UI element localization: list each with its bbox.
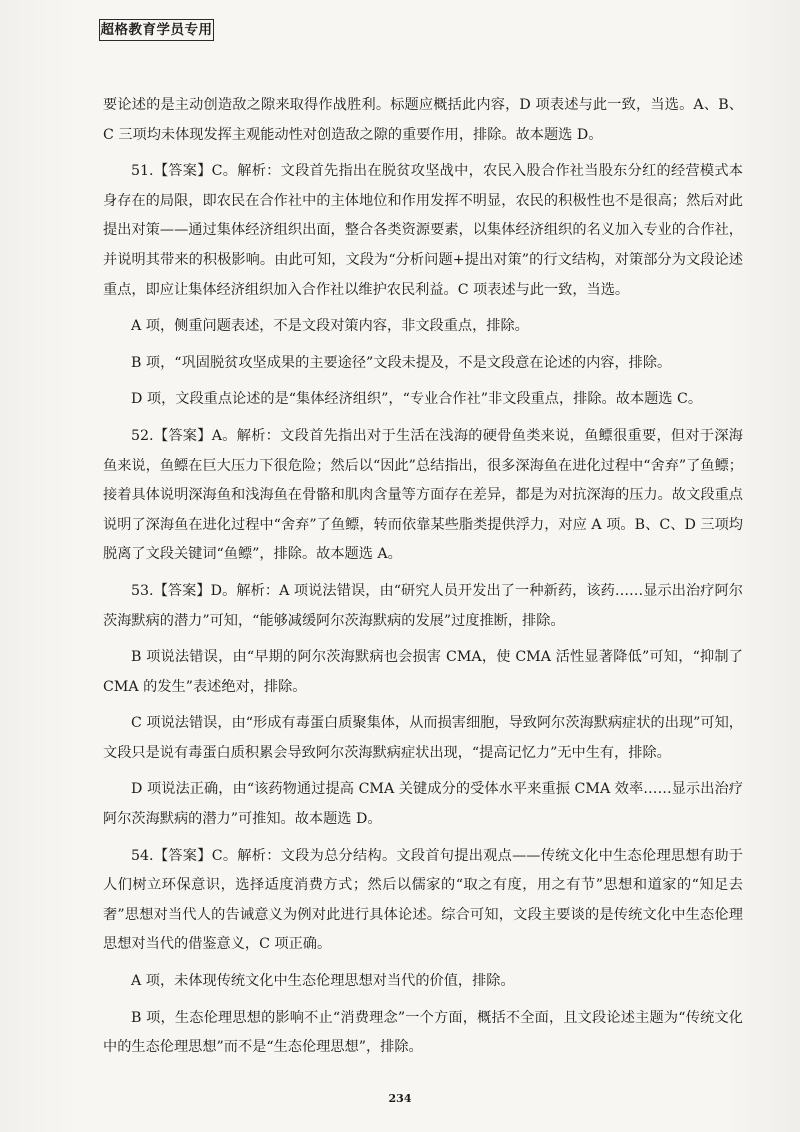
paragraph: 要论述的是主动创造敌之隙来取得作战胜利。标题应概括此内容，D 项表述与此一致，当选。A、B、C 三项均未体现发挥主观能动性对创造敌之隙的重要作用，排除。故本题选 D。 — [103, 97, 743, 143]
paragraph: 51.【答案】C。解析：文段首先指出在脱贫攻坚战中，农民入股合作社当股东分红的经营模式本身存在的局限，即农民在合作社中的主体地位和作用发挥不明显，农民的积极性也不是很高；然后对此提出对策——通过集体经济组织出面，整合各类资源要素，以集体经济组织的名义加入专业的合作社，并说明其带来的积极影响。由此可知，文段为“分析问题+提出对策”的行文结构，对策部分为文段论述重点，即应让集体经济组织加入合作社以维护农民利益。C 项表述与此一致，当选。 — [103, 163, 743, 298]
paragraph: C 项说法错误，由“形成有毒蛋白质聚集体，从而损害细胞，导致阿尔茨海默病症状的出现”可知，文段只是说有毒蛋白质积累会导致阿尔茨海默病症状出现，“提高记忆力”无中生有，排除。 — [103, 715, 743, 761]
paragraph: B 项说法错误，由“早期的阿尔茨海默病也会损害 CMA，使 CMA 活性显著降低”可知，“抑制了 CMA 的发生”表述绝对，排除。 — [103, 649, 743, 695]
paragraph: B 项，生态伦理思想的影响不止“消费理念”一个方面，概括不全面，且文段论述主题为“传统文化中的生态伦理思想”而不是“生态伦理思想”，排除。 — [103, 1009, 743, 1056]
paragraph: D 项，文段重点论述的是“集体经济组织”，“专业合作社”非文段重点，排除。故本题选 C。 — [131, 391, 703, 408]
paragraph: A 项，未体现传统文化中生态伦理思想对当代的价值，排除。 — [131, 973, 515, 990]
paragraph: D 项说法正确，由“该药物通过提高 CMA 关键成分的受体水平来重振 CMA 效率……显示出治疗阿尔茨海默病的潜力”可推知。故本题选 D。 — [103, 781, 743, 828]
paragraph: A 项，侧重问题表述，不是文段对策内容，非文段重点，排除。 — [131, 318, 529, 335]
header-label: 超格教育学员专用 — [99, 19, 214, 41]
paragraph: B 项，“巩固脱贫攻坚成果的主要途径”文段未提及，不是文段意在论述的内容，排除。 — [131, 354, 672, 371]
paragraph: 53.【答案】D。解析：A 项说法错误，由“研究人员开发出了一种新药，该药……显示出治疗阿尔茨海默病的潜力”可知，“能够减缓阿尔茨海默病的发展”过度推断，排除。 — [103, 582, 743, 629]
page-content — [103, 91, 743, 1070]
paragraph: 54.【答案】C。解析：文段为总分结构。文段首句提出观点——传统文化中生态伦理思想有助于人们树立环保意识，选择适度消费方式；然后以儒家的“取之有度，用之有节”思想和道家的“知足去奢”思想对当代人的告诫意义为例对此进行具体论述。综合可知，文段主要谈的是传统文化中生态伦理思想对当代的借鉴意义，C 项正确。 — [103, 847, 743, 953]
page-number: 234 — [388, 1092, 412, 1105]
paragraph: 52.【答案】A。解析：文段首先指出对于生活在浅海的硬骨鱼类来说，鱼鳔很重要，但对于深海鱼来说，鱼鳔在巨大压力下很危险；然后以“因此”总结指出，很多深海鱼在进化过程中“舍弃”了鱼鳔；接着具体说明深海鱼和浅海鱼在骨骼和肌肉含量等方面存在差异，都是为对抗深海的压力。故文段重点说明了深海鱼在进化过程中“舍弃”了鱼鳔，转而依靠某些脂类提供浮力，对应 A 项。B、C、D 三项均脱离了文段关键词“鱼鳔”，排除。故本题选 A。 — [103, 427, 743, 563]
